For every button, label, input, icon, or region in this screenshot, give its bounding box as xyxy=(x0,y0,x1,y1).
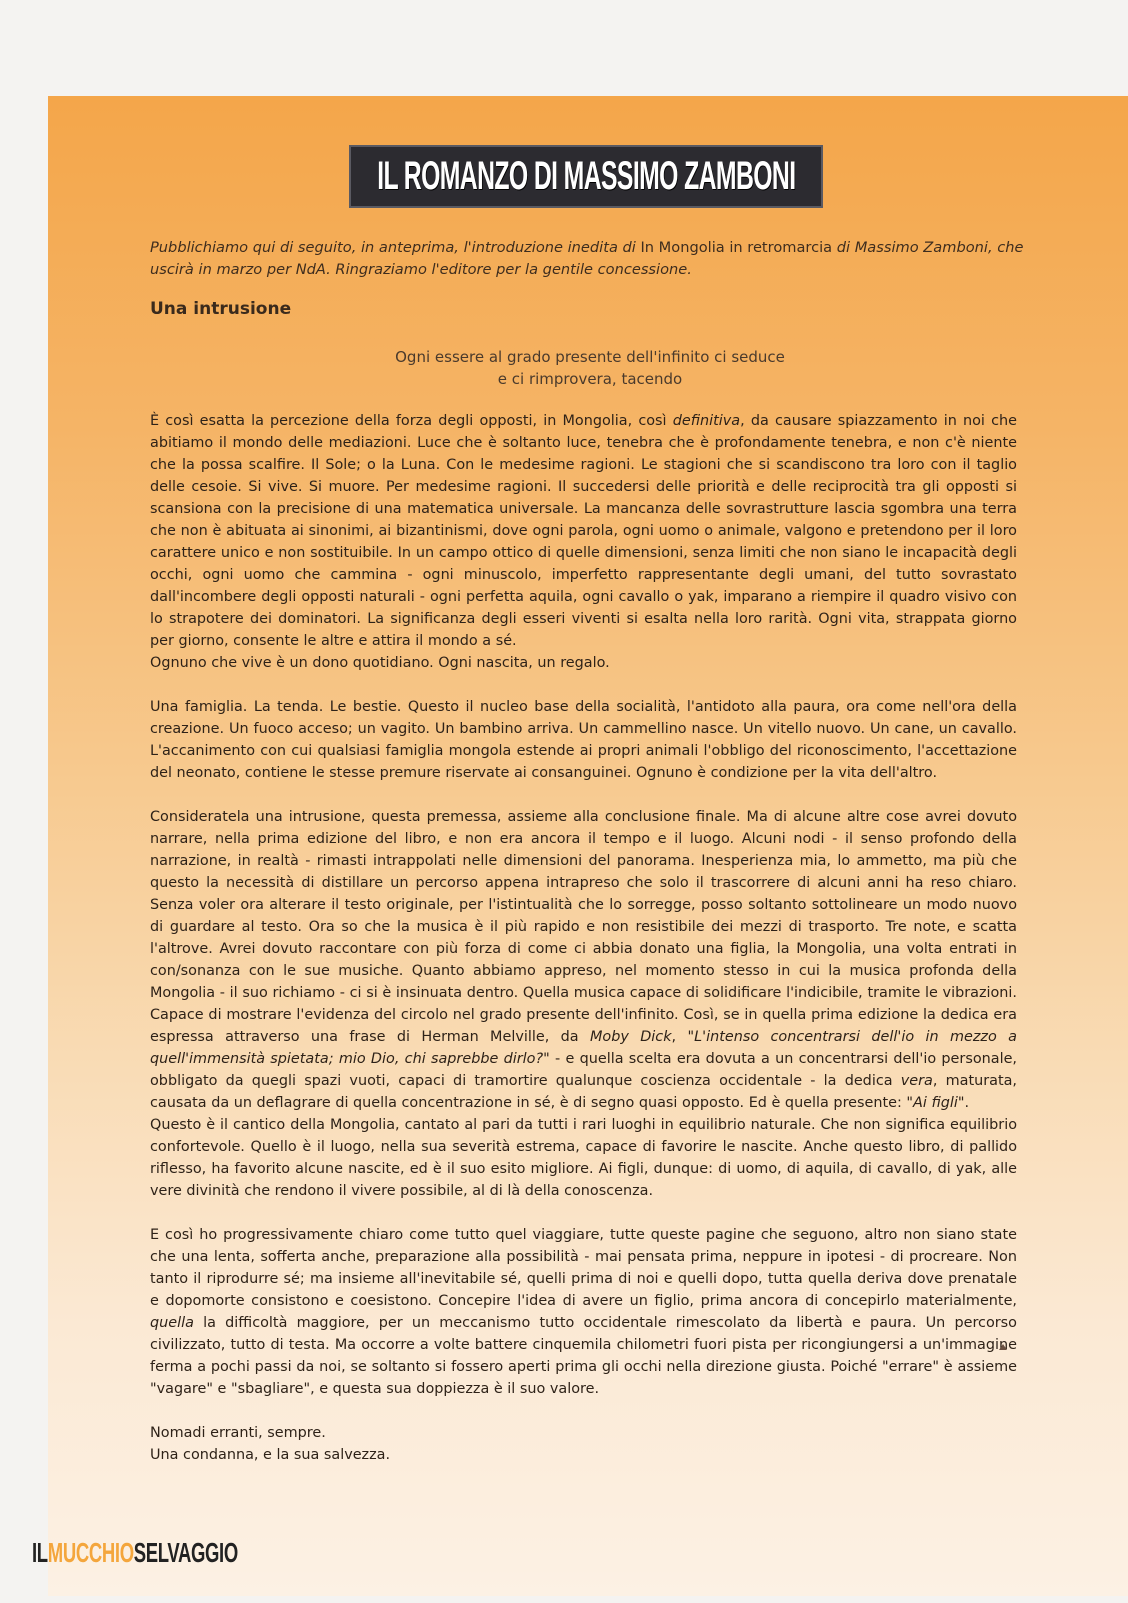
paragraph-4: Questo è il cantico della Mongolia, cantato al pari da tutti i rari luoghi in equilibrio naturale. Che non significa equilibrio confortevole. Quello è il luogo, nella sua severità estrema, capace di favorire le nascite. Anche questo libro, di pallido riflesso, ha favorito alcune nascite, ed è il suo esito migliore. Ai figli, dunque: di uomo, di aquila, di cavallo, di yak, alle vere divinità che rendono il vivere possibile, al di là della conoscenza. xyxy=(150,1117,1017,1199)
epigraph xyxy=(300,346,880,390)
logo-il: IL xyxy=(32,1537,48,1568)
closing-line-1: Nomadi erranti, sempre. xyxy=(150,1425,326,1441)
p1-text-a: È così esatta la percezione della forza degli opposti, in Mongolia, così xyxy=(150,413,673,429)
p1-emphasis: definitiva xyxy=(672,413,741,429)
p3-text-b: , " xyxy=(671,1029,695,1045)
p5-emphasis: quella xyxy=(150,1315,194,1331)
p3-text-a: Consideratela una intrusione, questa premessa, assieme alla conclusione finale. Ma di alcune altre cose avrei dovuto narrare, nella prima edizione del libro, e non era ancora il tempo e il luogo. Alcuni nodi - il senso profondo della narrazione, in realtà - rimasti intrappolati nelle dimensioni del panorama. Inesperienza mia, lo ammetto, ma più che questo la necessità di distillare un percorso appena intrapreso che solo il trascorrere di alcuni anni ha reso chiaro. Senza voler ora alterare il testo originale, per l'istintualità che lo sorregge, posso soltanto sottolineare un modo nuovo di guardare al testo. Ora so che la musica è il più rapido e non resistibile dei mezzi di trasporto. Tre note, e scatta l'altrove. Avrei dovuto raccontare con più forza di come ci abbia donato una figlia, la Mongolia, una volta entrati in con/sonanza con le sue musiche. Quanto abbiamo appreso, nel momento stesso in cui la musica profonda della Mongolia - il suo richiamo - ci si è insinuata dentro. Quella musica capace di solidificare l'indicibile, tramite le vibrazioni. Capace di mostrare l'evidenza del circolo nel grado presente dell'infinito. Così, se in quella prima edizione la dedica era espressa attraverso una frase di Herman Melville, da xyxy=(150,809,1017,1045)
paragraph-5 xyxy=(150,1224,1017,1400)
paragraph-1 xyxy=(150,410,1017,652)
article-title-box xyxy=(349,145,823,208)
article-body xyxy=(150,410,1017,1466)
p5-text-b: la difficoltà maggiore, per un meccanismo tutto occidentale rimescolato da libertà e paura. Un percorso civilizzato, tutto di testa. Ma occorre a volte battere cinquemila chilometri fuori pista per ricongiungersi a un'immagine ferma a pochi passi da noi, se soltanto si fossero aperti prima gli occhi nella direzione giusta. Poiché "errare" è assieme "vagare" e "sbagliare", e questa sua doppiezza è il suo valore. xyxy=(150,1315,1017,1397)
paragraph-2: Una famiglia. La tenda. Le bestie. Questo il nucleo base della socialità, l'antidoto alla paura, ora come nell'ora della creazione. Un fuoco acceso; un vagito. Un bambino arriva. Un cammellino nasce. Un vitello nuovo. Un cane, un cavallo. L'accanimento con cui qualsiasi famiglia mongola estende ai propri animali l'obbligo del riconoscimento, l'accettazione del neonato, contiene le stesse premure riservate ai consanguinei. Ognuno è condizione per la vita dell'altro. xyxy=(150,699,1017,781)
margin-mark-icon xyxy=(999,1344,1007,1350)
epigraph-line-1: Ogni essere al grado presente dell'infinito ci seduce xyxy=(395,348,785,366)
epigraph-line-2: e ci rimprovera, tacendo xyxy=(497,370,683,388)
section-title: Una intrusione xyxy=(150,299,292,319)
closing-lines xyxy=(150,1422,1017,1466)
p3-text-c: " - e quella scelta era dovuta a un concentrarsi dell'io personale, obbligato da quegli spazi vuoti, capaci di tramortire qualunque coscienza occidentale - la dedica xyxy=(150,1051,1017,1089)
logo-selvaggio: SELVAGGIO xyxy=(133,1537,238,1568)
paragraph-1-end: Ognuno che vive è un dono quotidiano. Ogni nascita, un regalo. xyxy=(150,655,610,671)
closing-line-2: Una condanna, e la sua salvezza. xyxy=(150,1447,391,1463)
article-intro xyxy=(150,237,1025,281)
p3-text-e: ". xyxy=(957,1095,970,1111)
p1-text-b: , da causare spiazzamento in noi che abitiamo il mondo delle mediazioni. Luce che è soltanto luce, tenebra che è profondamente tenebra, e non c'è niente che la possa scalfire. Il Sole; o la Luna. Con le medesime ragioni. Le stagioni che si scandiscono tra loro con il taglio delle cesoie. Si vive. Si muore. Per medesime ragioni. Il succedersi delle priorità e delle reciprocità tra gli opposti si scansiona con la precisione di una matematica universale. La mancanza delle sovrastrutture lascia sgombra una terra che non è abituata ai sinonimi, ai bizantinismi, dove ogni parola, ogni uomo o animale, valgono e pretendono per il loro carattere unico e non sostituibile. In un campo ottico di quelle dimensioni, senza limiti che non siano le incapacità degli occhi, ogni uomo che cammina - ogni minuscolo, imperfetto rappresentante degli umani, del tutto sovrastato dall'incombere degli opposti naturali - ogni perfetta aquila, ogni cavallo o yak, imparano a riempire il quadro visivo con lo strapotere dei dominatori. La significanza degli esseri viventi si esalta nella loro rarità. Ogni vita, strappata giorno per giorno, consente le altre e attira il mondo a sé. xyxy=(150,413,1017,649)
p5-text-a: E così ho progressivamente chiaro come tutto quel viaggiare, tutte queste pagine che seguono, altro non siano state che una lenta, sofferta anche, preparazione alla possibilità - mai pensata prima, neppure in ipotesi - di procreare. Non tanto il riprodurre sé; ma insieme all'inevitabile sé, quelli prima di noi e quelli dopo, tutta quella deriva dove prenatale e dopomorte consistono e coesistono. Concepire l'idea di avere un figlio, prima ancora di concepirlo materialmente, xyxy=(150,1227,1017,1309)
intro-book-title: In Mongolia in retromarcia xyxy=(640,239,833,256)
magazine-logo xyxy=(32,1536,238,1570)
intro-text-2: di Massimo Zamboni, che uscirà in marzo per NdA. Ringraziamo l'editore per la gentile concessione. xyxy=(150,239,1024,278)
p3-emphasis-2: L'intenso concentrarsi dell'io in mezzo a quell'immensità spietata; mio Dio, chi saprebbe dirlo? xyxy=(150,1029,1017,1067)
p3-text-d: , maturata, causata da un deflagrare di quella concentrazione in sé, è di segno quasi opposto. Ed è quella presente: " xyxy=(150,1073,1017,1111)
article-title: IL ROMANZO DI MASSIMO ZAMBONI xyxy=(376,154,796,198)
paragraph-3 xyxy=(150,806,1017,1114)
logo-mucchio: MUCCHIO xyxy=(47,1537,134,1568)
intro-text-1: Pubblichiamo qui di seguito, in anteprima, l'introduzione inedita di xyxy=(150,239,641,256)
p3-emphasis-1: Moby Dick xyxy=(589,1029,672,1045)
p3-emphasis-3: vera xyxy=(900,1073,933,1089)
p3-emphasis-4: Ai figli xyxy=(913,1095,958,1111)
